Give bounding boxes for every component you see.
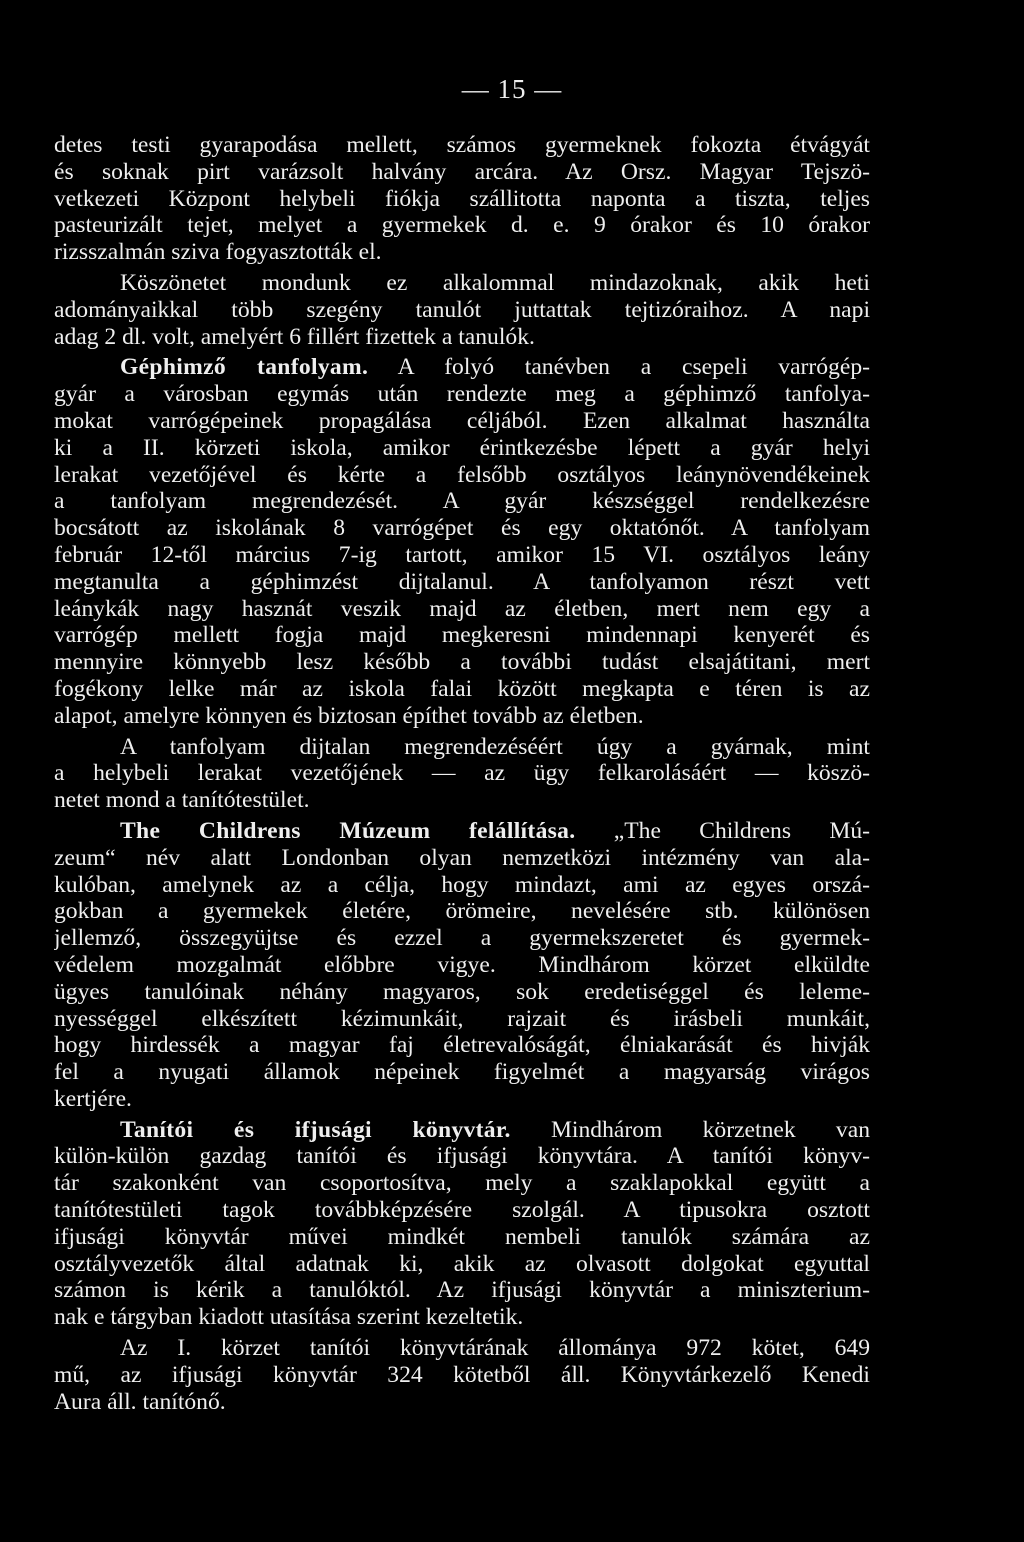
line-text: Köszönetet mondunk ez alkalommal mindazoknak, akik heti — [120, 269, 870, 296]
page-number: — 15 — — [461, 74, 563, 104]
section-heading: Géphimző tanfolyam. — [120, 354, 369, 381]
line-text: osztályvezetők által adatnak ki, akik az olvasott dolgokat egyuttal — [54, 1250, 870, 1277]
text-line — [54, 1389, 870, 1416]
line-text: „The Childrens Mú- — [575, 817, 870, 844]
paragraph — [54, 734, 870, 814]
line-text: nyességgel elkészített kézimunkáit, rajzait és irásbeli munkáit, — [54, 1005, 870, 1032]
line-text: Az I. körzet tanítói könyvtárának állománya 972 kötet, 649 — [120, 1335, 870, 1362]
line-text: mű, az ifjusági könyvtár 324 kötetből áll. Könyvtárkezelő Kenedi — [54, 1361, 870, 1388]
line-text: A folyó tanévben a csepeli varrógép- — [368, 354, 870, 381]
line-text: kertjére. — [54, 1085, 132, 1112]
text-line — [54, 515, 870, 542]
text-line — [54, 381, 870, 408]
line-text: A tanfolyam dijtalan megrendezéséért úgy a gyárnak, mint — [120, 733, 870, 760]
text-line — [54, 1224, 870, 1251]
text-line — [54, 649, 870, 676]
text-line — [54, 1277, 870, 1304]
text-line — [54, 488, 870, 515]
text-line — [54, 542, 870, 569]
text-line — [54, 1197, 870, 1224]
text-line — [54, 622, 870, 649]
text-line — [54, 1251, 870, 1278]
paragraph — [54, 132, 870, 266]
text-line — [54, 1032, 870, 1059]
line-text: fel a nyugati államok népeinek figyelmét a magyarság virágos — [54, 1059, 870, 1086]
line-text: és soknak pirt varázsolt halvány arcára. Az Orsz. Magyar Tejszö- — [54, 158, 870, 185]
line-text: bocsátott az iskolának 8 varrógépet és egy oktatónőt. A tanfolyam — [54, 515, 870, 542]
line-text: detes testi gyarapodása mellett, számos gyermeknek fokozta étvágyát — [54, 132, 870, 158]
line-text: a tanfolyam megrendezését. A gyár készséggel rendelkezésre — [54, 488, 870, 515]
text-line — [54, 734, 870, 761]
text-line — [54, 1362, 870, 1389]
text-line — [54, 1086, 870, 1113]
line-text: védelem mozgalmát előbbre vigye. Mindhárom körzet elküldte — [54, 951, 870, 978]
text-line — [54, 408, 870, 435]
paragraph — [54, 818, 870, 1113]
text-line — [54, 979, 870, 1006]
text-line — [54, 569, 870, 596]
line-text: külön-külön gazdag tanítói és ifjusági könyvtára. A tanítói könyv- — [54, 1143, 870, 1170]
text-line — [54, 845, 870, 872]
line-text: Aura áll. tanítónő. — [54, 1388, 226, 1415]
text-line — [54, 596, 870, 623]
line-text: nak e tárgyban kiadott utasítása szerint kezeltetik. — [54, 1304, 524, 1331]
text-line — [54, 132, 870, 159]
text-line — [54, 212, 870, 239]
text-line — [54, 1117, 870, 1144]
line-text: jellemző, összegyüjtse és ezzel a gyermekszeretet és gyermek- — [54, 925, 870, 952]
text-line — [54, 159, 870, 186]
line-text: ki a II. körzeti iskola, amikor érintkezésbe lépett a gyár helyi — [54, 434, 870, 461]
text-line — [54, 1006, 870, 1033]
text-line — [54, 324, 870, 351]
body-text — [54, 132, 870, 1415]
line-text: vetkezeti Központ helybeli fiókja szállitotta naponta a tiszta, teljes — [54, 185, 870, 212]
line-text: gyár a városban egymás után rendezte meg a géphimző tanfolya- — [54, 381, 870, 408]
text-line — [54, 297, 870, 324]
line-text: rizsszalmán sziva fogyasztották el. — [54, 239, 382, 266]
line-text: mennyire könnyebb lesz később a további tudást elsajátitani, mert — [54, 649, 870, 676]
text-line — [54, 818, 870, 845]
line-text: varrógép mellett fogja majd megkeresni mindennapi kenyerét és — [54, 622, 870, 649]
paragraph — [54, 1335, 870, 1415]
text-line — [54, 952, 870, 979]
text-line — [54, 354, 870, 381]
text-line — [54, 186, 870, 213]
line-text: ügyes tanulóinak néhány magyaros, sok eredetiséggel és leleme- — [54, 978, 870, 1005]
line-text: ifjusági könyvtár művei mindkét nembeli tanulók számára az — [54, 1223, 870, 1250]
line-text: adományaikkal több szegény tanulót juttattak tejtizóraihoz. A napi — [54, 296, 870, 323]
text-line — [54, 1304, 870, 1331]
paragraph — [54, 354, 870, 729]
text-line — [54, 1335, 870, 1362]
text-line — [54, 760, 870, 787]
text-line — [54, 270, 870, 297]
text-line — [54, 676, 870, 703]
line-text: tár szakonként van csoportosítva, mely a szaklapokkal együtt a — [54, 1170, 870, 1197]
line-text: lerakat vezetőjével és kérte a felsőbb osztályos leánynövendékeinek — [54, 461, 870, 488]
line-text: pasteurizált tejet, melyet a gyermekek d. e. 9 órakor és 10 órakor — [54, 212, 870, 239]
line-text: hogy hirdessék a magyar faj életrevalóságát, élniakarását és hivják — [54, 1032, 870, 1059]
section-heading: Tanítói és ifjusági könyvtár. — [120, 1116, 511, 1143]
line-text: tanítótestületi tagok továbbképzésére szolgál. A tipusokra osztott — [54, 1197, 870, 1224]
line-text: megtanulta a géphimzést dijtalanul. A tanfolyamon részt vett — [54, 568, 870, 595]
line-text: fogékony lelke már az iskola falai között megkapta e téren is az — [54, 675, 870, 702]
text-line — [54, 462, 870, 489]
text-line — [54, 925, 870, 952]
text-line — [54, 1170, 870, 1197]
text-line — [54, 239, 870, 266]
text-line — [54, 703, 870, 730]
line-text: netet mond a tanítótestület. — [54, 787, 310, 814]
line-text: adag 2 dl. volt, amelyért 6 fillért fizettek a tanulók. — [54, 323, 535, 350]
text-line — [54, 435, 870, 462]
line-text: kulóban, amelynek az a célja, hogy mindazt, ami az egyes orszá- — [54, 871, 870, 898]
line-text: leánykák nagy hasznát veszik majd az életben, mert nem egy a — [54, 595, 870, 622]
text-line — [54, 787, 870, 814]
paragraph — [54, 1117, 870, 1331]
paragraph — [54, 270, 870, 350]
text-line — [54, 872, 870, 899]
section-heading: The Childrens Múzeum felállítása. — [120, 817, 576, 844]
line-text: mokat varrógépeinek propagálása céljából. Ezen alkalmat használta — [54, 407, 870, 434]
line-text: gokban a gyermekek életére, örömeire, nevelésére stb. különösen — [54, 898, 870, 925]
line-text: február 12-től március 7-ig tartott, amikor 15 VI. osztályos leány — [54, 541, 870, 568]
line-text: Mindhárom körzetnek van — [510, 1116, 870, 1143]
text-line — [54, 898, 870, 925]
text-line — [54, 1059, 870, 1086]
line-text: alapot, amelyre könnyen és biztosan építhet tovább az életben. — [54, 702, 644, 729]
line-text: zeum“ név alatt Londonban olyan nemzetközi intézmény van ala- — [54, 844, 870, 871]
line-text: a helybeli lerakat vezetőjének — az ügy felkarolásáért — köszö- — [54, 760, 870, 787]
text-line — [54, 1143, 870, 1170]
line-text: számon is kérik a tanulóktól. Az ifjusági könyvtár a miniszterium- — [54, 1277, 870, 1304]
